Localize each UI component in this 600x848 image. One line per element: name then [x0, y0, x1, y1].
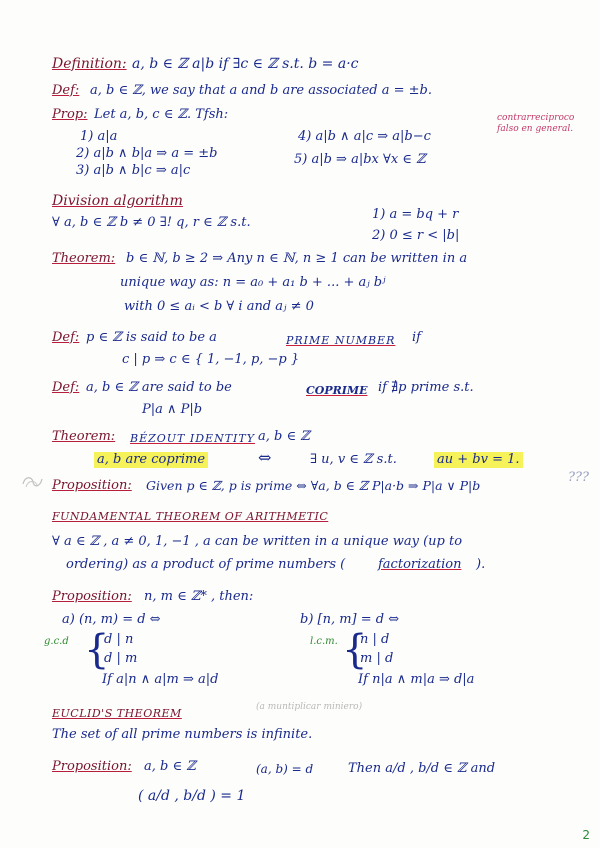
- theorem-base-line-2: unique way as: n = a₀ + a₁ b + ... + aⱼ bʲ: [120, 275, 386, 290]
- prop1-item-3: 3) a|b ∧ b|c ⇒ a|c: [76, 163, 191, 178]
- bezout-coprime-highlight: a, b are coprime: [94, 452, 208, 468]
- lcm-head: b) [n, m] = d ⇔: [300, 612, 400, 627]
- def-associated-heading: Def:: [52, 83, 80, 98]
- prop-last-vars: a, b ∈ ℤ: [144, 759, 196, 774]
- theorem-base-line-3: with 0 ≤ aᵢ < b ∀ i and aⱼ ≠ 0: [124, 299, 314, 314]
- def-prime-heading: Def:: [52, 330, 80, 345]
- prop1-text: Let a, b, c ∈ ℤ. Tfsh:: [94, 107, 229, 122]
- prime-number-term: PRIME NUMBER: [286, 334, 396, 347]
- def-coprime-heading: Def:: [52, 380, 80, 395]
- lcm-line-2: m | d: [360, 651, 394, 666]
- division-cond-2: 2) 0 ≤ r < |b|: [372, 228, 460, 243]
- prop-last-gcd: (a, b) = d: [256, 762, 314, 776]
- prop1-note-line1: contrarreciproco: [497, 113, 575, 123]
- fta-heading: FUNDAMENTAL THEOREM OF ARITHMETIC: [52, 510, 329, 523]
- prop-euclid-lemma-text: Given p ∈ ℤ, p is prime ⇔ ∀a, b ∈ ℤ P|a·b ⇒ P|a ∨ P|b: [146, 478, 481, 493]
- prop1-heading: Prop:: [52, 107, 88, 122]
- prop1-item-4: 4) a|b ∧ a|c ⇒ a|b−c: [298, 129, 431, 144]
- fta-line-2c: ).: [476, 557, 486, 572]
- prop1-item-5: 5) a|b ⇒ a|bx ∀x ∈ ℤ: [294, 152, 426, 167]
- prop-gcd-text: n, m ∈ ℤ* , then:: [144, 589, 254, 604]
- bezout-name: BÉZOUT IDENTITY: [130, 432, 255, 445]
- theorem-base-line-1: b ∈ ℕ, b ≥ 2 ⇒ Any n ∈ ℕ, n ≥ 1 can be written in a: [126, 251, 468, 266]
- gcd-head: a) (n, m) = d ⇔: [62, 612, 161, 627]
- lcm-line-3: If n|a ∧ m|a ⇒ d|a: [358, 672, 475, 687]
- def-coprime-condition: P|a ∧ P|b: [142, 402, 203, 417]
- bezout-iff: ⇔: [258, 448, 272, 467]
- bezout-vars: a, b ∈ ℤ: [258, 429, 310, 444]
- question-marks: ???: [568, 470, 589, 485]
- def-prime-text: p ∈ ℤ is said to be a: [86, 330, 217, 345]
- bezout-middle: ∃ u, v ∈ ℤ s.t.: [310, 452, 397, 467]
- definition-heading: Definition:: [52, 56, 127, 72]
- gcd-line-1: d | n: [104, 632, 134, 647]
- gcd-label: g.c.d: [44, 636, 69, 647]
- division-heading: Division algorithm: [52, 193, 183, 209]
- prop-gcd-heading: Proposition:: [52, 589, 132, 604]
- prop-last-heading: Proposition:: [52, 759, 132, 774]
- gcd-line-3: If a|n ∧ a|m ⇒ a|d: [102, 672, 219, 687]
- def-prime-condition: c | p ⇒ c ∈ { 1, −1, p, −p }: [122, 352, 300, 367]
- euclid-heading: EUCLID'S THEOREM: [52, 707, 182, 720]
- fta-line-2a: ordering) as a product of prime numbers (: [66, 557, 346, 572]
- gcd-brace: {: [84, 627, 110, 673]
- factorization-term: factorization: [378, 557, 462, 572]
- prop1-item-1: 1) a|a: [80, 129, 118, 144]
- prop1-note-line2: falso en general.: [497, 124, 574, 134]
- coprime-term: COPRIME: [306, 384, 368, 397]
- lcm-brace: {: [342, 627, 368, 673]
- prop-euclid-lemma-heading: Proposition:: [52, 478, 132, 493]
- def-coprime-text: a, b ∈ ℤ are said to be: [86, 380, 232, 395]
- gcd-line-2: d | m: [104, 651, 138, 666]
- fta-line-1: ∀ a ∈ ℤ , a ≠ 0, 1, −1 , a can be written in a unique way (up to: [52, 534, 463, 549]
- prop-last-then: Then a/d , b/d ∈ ℤ and: [348, 761, 496, 776]
- division-text: ∀ a, b ∈ ℤ b ≠ 0 ∃! q, r ∈ ℤ s.t.: [52, 215, 251, 230]
- definition-text: a, b ∈ ℤ a|b if ∃c ∈ ℤ s.t. b = a·c: [132, 56, 359, 72]
- division-cond-1: 1) a = bq + r: [372, 207, 459, 222]
- bezout-heading: Theorem:: [52, 429, 116, 444]
- def-coprime-rest: if ∄p prime s.t.: [378, 380, 474, 395]
- gray-note: (a muntiplicar miniero): [256, 702, 363, 712]
- bezout-equation-highlight: au + bv = 1.: [434, 452, 523, 468]
- prop-last-conclusion: ( a/d , b/d ) = 1: [138, 788, 246, 804]
- theorem-base-heading: Theorem:: [52, 251, 116, 266]
- euclid-text: The set of all prime numbers is infinite.: [52, 727, 313, 742]
- lcm-line-1: n | d: [360, 632, 390, 647]
- prop1-item-2: 2) a|b ∧ b|a ⇒ a = ±b: [76, 146, 218, 161]
- def-prime-if: if: [412, 330, 421, 345]
- page-number: 2: [582, 828, 590, 842]
- def-associated-text: a, b ∈ ℤ, we say that a and b are associated a = ±b.: [90, 83, 432, 98]
- lcm-label: l.c.m.: [310, 636, 338, 647]
- scribble-icon: [20, 474, 46, 490]
